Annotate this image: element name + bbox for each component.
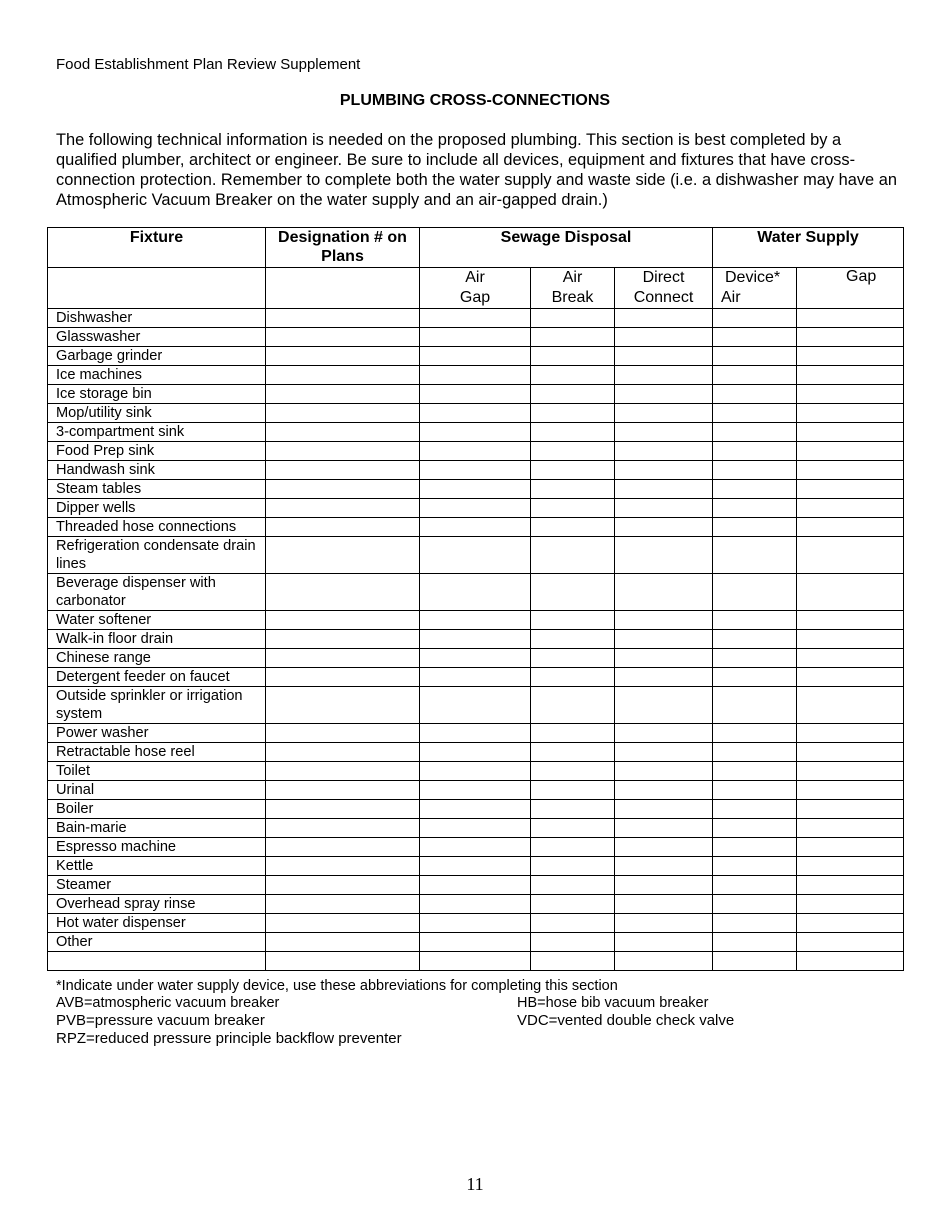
device-cell[interactable] <box>713 574 797 611</box>
device-label: Device* <box>725 269 781 286</box>
designation-cell[interactable] <box>266 385 420 404</box>
designation-cell[interactable] <box>266 630 420 649</box>
table-row <box>48 857 904 876</box>
device-cell[interactable] <box>713 762 797 781</box>
air-break-cell[interactable] <box>531 800 615 819</box>
direct-connect-cell[interactable] <box>615 404 713 423</box>
table-row <box>48 933 904 952</box>
air-gap-subheader: Air Gap <box>420 268 531 309</box>
device-cell[interactable] <box>713 687 797 724</box>
direct-connect-cell[interactable] <box>615 914 713 933</box>
water-air-gap-cell[interactable] <box>797 952 904 971</box>
fixture-cell: Urinal <box>48 781 266 800</box>
air-break-cell[interactable] <box>531 743 615 762</box>
designation-cell[interactable] <box>266 857 420 876</box>
direct-connect-cell[interactable] <box>615 895 713 914</box>
abbr-avb: AVB=atmospheric vacuum breaker <box>56 995 280 1011</box>
direct-connect-cell[interactable] <box>615 649 713 668</box>
device-cell[interactable] <box>713 857 797 876</box>
air-gap-cell[interactable] <box>420 649 531 668</box>
direct-connect-cell[interactable] <box>615 423 713 442</box>
fixture-cell: Handwash sink <box>48 461 266 480</box>
water-air-gap-cell[interactable] <box>797 611 904 630</box>
device-cell[interactable] <box>713 347 797 366</box>
fixture-cell: Boiler <box>48 800 266 819</box>
water-air-gap-cell[interactable] <box>797 347 904 366</box>
water-air-gap-cell[interactable] <box>797 743 904 762</box>
water-air-gap-cell[interactable] <box>797 800 904 819</box>
fixture-cell: Walk-in floor drain <box>48 630 266 649</box>
fixture-cell: Espresso machine <box>48 838 266 857</box>
designation-cell[interactable] <box>266 423 420 442</box>
air-gap-cell[interactable] <box>420 724 531 743</box>
table-row <box>48 499 904 518</box>
device-cell[interactable] <box>713 404 797 423</box>
table-row <box>48 385 904 404</box>
designation-cell[interactable] <box>266 838 420 857</box>
water-air-gap-cell[interactable] <box>797 630 904 649</box>
designation-cell[interactable] <box>266 762 420 781</box>
device-cell[interactable] <box>713 366 797 385</box>
table-row <box>48 328 904 347</box>
fixture-cell: Ice storage bin <box>48 385 266 404</box>
device-cell[interactable] <box>713 800 797 819</box>
table-row <box>48 537 904 574</box>
direct-connect-cell[interactable] <box>615 838 713 857</box>
air-break-cell[interactable] <box>531 537 615 574</box>
air-break-cell[interactable] <box>531 461 615 480</box>
direct-connect-cell[interactable] <box>615 687 713 724</box>
designation-cell[interactable] <box>266 933 420 952</box>
air-gap-cell[interactable] <box>420 668 531 687</box>
direct-connect-cell[interactable] <box>615 499 713 518</box>
designation-cell[interactable] <box>266 952 420 971</box>
device-cell[interactable] <box>713 499 797 518</box>
table-row <box>48 952 904 971</box>
air-gap-cell[interactable] <box>420 857 531 876</box>
direct-connect-cell[interactable] <box>615 630 713 649</box>
direct-connect-cell[interactable] <box>615 347 713 366</box>
direct-connect-cell[interactable] <box>615 537 713 574</box>
designation-cell[interactable] <box>266 518 420 537</box>
table-row <box>48 743 904 762</box>
direct-connect-cell[interactable] <box>615 857 713 876</box>
air-break-cell[interactable] <box>531 347 615 366</box>
device-cell[interactable] <box>713 461 797 480</box>
air-break-cell[interactable] <box>531 385 615 404</box>
table-row <box>48 876 904 895</box>
water-air-gap-cell[interactable] <box>797 838 904 857</box>
water-air-gap-cell[interactable] <box>797 876 904 895</box>
fixture-cell: Other <box>48 933 266 952</box>
fixture-cell: Bain-marie <box>48 819 266 838</box>
air-gap-cell[interactable] <box>420 499 531 518</box>
device-cell[interactable] <box>713 480 797 499</box>
sewage-disposal-header: Sewage Disposal <box>420 228 713 268</box>
fixture-cell: Dishwasher <box>48 309 266 328</box>
water-air-gap-cell[interactable] <box>797 366 904 385</box>
water-supply-header: Water Supply <box>713 228 904 268</box>
air-gap-cell[interactable] <box>420 423 531 442</box>
air-gap-cell[interactable] <box>420 309 531 328</box>
air-break-cell[interactable] <box>531 876 615 895</box>
direct-connect-cell[interactable] <box>615 668 713 687</box>
air-break-cell[interactable] <box>531 309 615 328</box>
fixture-cell: Food Prep sink <box>48 442 266 461</box>
air-break-cell[interactable] <box>531 574 615 611</box>
fixture-cell: Glasswasher <box>48 328 266 347</box>
device-cell[interactable] <box>713 914 797 933</box>
device-cell[interactable] <box>713 838 797 857</box>
device-cell[interactable] <box>713 781 797 800</box>
ws-air-label: Air <box>721 289 741 306</box>
designation-header: Designation # on Plans <box>266 228 420 268</box>
intro-paragraph: The following technical information is needed on the proposed plumbing. This section is best completed by a qualified plumber, architect or engineer. Be sure to include all devices, equipment and fixtures that have cross-connection protection. Remember to complete both the water supply and waste side (i.e. a dishwasher may have an Atmospheric Vacuum Breaker on the water supply and an air-gapped drain.) <box>56 131 897 209</box>
water-air-gap-cell[interactable] <box>797 857 904 876</box>
device-cell[interactable] <box>713 743 797 762</box>
fixture-cell: Outside sprinkler or irrigation system <box>48 687 266 724</box>
air-gap-cell[interactable] <box>420 781 531 800</box>
air-gap-cell[interactable] <box>420 404 531 423</box>
air-gap-cell[interactable] <box>420 347 531 366</box>
table-row <box>48 649 904 668</box>
air-gap-cell[interactable] <box>420 914 531 933</box>
table-row <box>48 461 904 480</box>
device-cell[interactable] <box>713 537 797 574</box>
abbr-rpz: RPZ=reduced pressure principle backflow preventer <box>56 1030 402 1047</box>
fixture-cell: Chinese range <box>48 649 266 668</box>
air-break-cell[interactable] <box>531 762 615 781</box>
fixture-cell <box>48 952 266 971</box>
direct-connect-cell[interactable] <box>615 743 713 762</box>
air-break-cell[interactable] <box>531 423 615 442</box>
direct-connect-cell[interactable] <box>615 461 713 480</box>
designation-cell[interactable] <box>266 499 420 518</box>
water-air-gap-cell[interactable] <box>797 914 904 933</box>
abbr-hb: HB=hose bib vacuum breaker <box>517 995 709 1011</box>
device-cell[interactable] <box>713 630 797 649</box>
fixture-cell: Refrigeration condensate drain lines <box>48 537 266 574</box>
air-break-cell[interactable] <box>531 611 615 630</box>
fixture-cell: Mop/utility sink <box>48 404 266 423</box>
direct-connect-cell[interactable] <box>615 385 713 404</box>
table-row <box>48 895 904 914</box>
table-row <box>48 574 904 611</box>
air-break-cell[interactable] <box>531 895 615 914</box>
table-row <box>48 518 904 537</box>
air-gap-cell[interactable] <box>420 819 531 838</box>
air-break-cell[interactable] <box>531 687 615 724</box>
air-gap-cell[interactable] <box>420 480 531 499</box>
fixture-cell: Water softener <box>48 611 266 630</box>
water-air-gap-cell[interactable] <box>797 328 904 347</box>
device-cell[interactable] <box>713 385 797 404</box>
fixture-cell: Retractable hose reel <box>48 743 266 762</box>
ws-gap-label: Gap <box>846 268 877 285</box>
table-row <box>48 914 904 933</box>
designation-cell[interactable] <box>266 442 420 461</box>
table-row <box>48 630 904 649</box>
water-device-subheader <box>713 268 797 309</box>
direct-connect-cell[interactable] <box>615 442 713 461</box>
water-air-gap-cell[interactable] <box>797 442 904 461</box>
air-break-cell[interactable] <box>531 857 615 876</box>
direct-connect-cell[interactable] <box>615 724 713 743</box>
fixture-subheader-empty <box>48 268 266 309</box>
water-air-gap-cell[interactable] <box>797 404 904 423</box>
fixture-cell: Ice machines <box>48 366 266 385</box>
table-row <box>48 404 904 423</box>
fixture-cell: Steam tables <box>48 480 266 499</box>
air-break-cell[interactable] <box>531 649 615 668</box>
direct-connect-cell[interactable] <box>615 366 713 385</box>
cross-connection-table <box>47 227 904 971</box>
air-gap-cell[interactable] <box>420 461 531 480</box>
designation-cell[interactable] <box>266 404 420 423</box>
table-row <box>48 724 904 743</box>
direct-connect-cell[interactable] <box>615 480 713 499</box>
table-row <box>48 611 904 630</box>
air-break-cell[interactable] <box>531 819 615 838</box>
designation-subheader-empty <box>266 268 420 309</box>
water-air-gap-cell[interactable] <box>797 385 904 404</box>
designation-cell[interactable] <box>266 895 420 914</box>
air-gap-cell[interactable] <box>420 328 531 347</box>
direct-connect-cell[interactable] <box>615 952 713 971</box>
air-gap-cell[interactable] <box>420 800 531 819</box>
table-row <box>48 366 904 385</box>
fixture-cell: Beverage dispenser with carbonator <box>48 574 266 611</box>
page-title: PLUMBING CROSS-CONNECTIONS <box>339 92 611 109</box>
direct-connect-cell[interactable] <box>615 800 713 819</box>
air-break-cell[interactable] <box>531 914 615 933</box>
device-cell[interactable] <box>713 611 797 630</box>
designation-cell[interactable] <box>266 668 420 687</box>
air-break-cell[interactable] <box>531 328 615 347</box>
water-air-gap-cell[interactable] <box>797 574 904 611</box>
air-break-cell[interactable] <box>531 838 615 857</box>
direct-connect-cell[interactable] <box>615 762 713 781</box>
air-break-cell[interactable] <box>531 668 615 687</box>
designation-cell[interactable] <box>266 328 420 347</box>
table-row <box>48 781 904 800</box>
fixture-cell: Toilet <box>48 762 266 781</box>
air-break-cell[interactable] <box>531 933 615 952</box>
direct-connect-cell[interactable] <box>615 876 713 895</box>
air-gap-cell[interactable] <box>420 933 531 952</box>
abbr-vdc: VDC=vented double check valve <box>517 1012 735 1029</box>
designation-cell[interactable] <box>266 724 420 743</box>
device-cell[interactable] <box>713 518 797 537</box>
fixture-cell: Dipper wells <box>48 499 266 518</box>
fixture-cell: Garbage grinder <box>48 347 266 366</box>
fixture-cell: 3-compartment sink <box>48 423 266 442</box>
water-air-gap-cell[interactable] <box>797 781 904 800</box>
abbr-pvb: PVB=pressure vacuum breaker <box>56 1012 265 1029</box>
air-gap-cell[interactable] <box>420 518 531 537</box>
designation-cell[interactable] <box>266 687 420 724</box>
footnote: *Indicate under water supply device, use these abbreviations for completing this section <box>56 978 618 994</box>
table-row <box>48 423 904 442</box>
document-header: Food Establishment Plan Review Supplement <box>56 56 361 73</box>
air-gap-cell[interactable] <box>420 385 531 404</box>
water-air-gap-cell[interactable] <box>797 518 904 537</box>
device-cell[interactable] <box>713 328 797 347</box>
page-number: 11 <box>466 1174 484 1194</box>
water-air-gap-cell[interactable] <box>797 461 904 480</box>
table-row <box>48 800 904 819</box>
direct-connect-cell[interactable] <box>615 933 713 952</box>
water-air-gap-cell[interactable] <box>797 687 904 724</box>
designation-cell[interactable] <box>266 876 420 895</box>
table-row <box>48 687 904 724</box>
air-break-cell[interactable] <box>531 518 615 537</box>
air-gap-cell[interactable] <box>420 630 531 649</box>
designation-cell[interactable] <box>266 649 420 668</box>
air-gap-cell[interactable] <box>420 952 531 971</box>
device-cell[interactable] <box>713 309 797 328</box>
device-cell[interactable] <box>713 442 797 461</box>
direct-connect-cell[interactable] <box>615 574 713 611</box>
designation-cell[interactable] <box>266 574 420 611</box>
air-gap-cell[interactable] <box>420 574 531 611</box>
water-air-gap-cell[interactable] <box>797 537 904 574</box>
air-gap-cell[interactable] <box>420 743 531 762</box>
device-cell[interactable] <box>713 649 797 668</box>
table-row <box>48 819 904 838</box>
designation-cell[interactable] <box>266 781 420 800</box>
direct-connect-cell[interactable] <box>615 781 713 800</box>
direct-connect-cell[interactable] <box>615 518 713 537</box>
designation-cell[interactable] <box>266 743 420 762</box>
designation-cell[interactable] <box>266 366 420 385</box>
air-break-cell[interactable] <box>531 404 615 423</box>
air-break-cell[interactable] <box>531 442 615 461</box>
fixture-cell: Steamer <box>48 876 266 895</box>
designation-cell[interactable] <box>266 611 420 630</box>
fixture-cell: Power washer <box>48 724 266 743</box>
water-air-gap-cell[interactable] <box>797 895 904 914</box>
water-air-gap-cell[interactable] <box>797 480 904 499</box>
air-break-cell[interactable] <box>531 724 615 743</box>
air-gap-cell[interactable] <box>420 876 531 895</box>
air-break-cell[interactable] <box>531 781 615 800</box>
direct-connect-subheader: Direct Connect <box>615 268 713 309</box>
designation-cell[interactable] <box>266 914 420 933</box>
air-gap-cell[interactable] <box>420 442 531 461</box>
direct-connect-cell[interactable] <box>615 819 713 838</box>
water-air-gap-cell[interactable] <box>797 762 904 781</box>
device-cell[interactable] <box>713 876 797 895</box>
air-gap-cell[interactable] <box>420 687 531 724</box>
designation-cell[interactable] <box>266 347 420 366</box>
table-row <box>48 668 904 687</box>
fixture-cell: Kettle <box>48 857 266 876</box>
water-air-gap-cell[interactable] <box>797 649 904 668</box>
air-gap-cell[interactable] <box>420 895 531 914</box>
device-cell[interactable] <box>713 423 797 442</box>
table-row <box>48 309 904 328</box>
air-gap-cell[interactable] <box>420 366 531 385</box>
air-break-cell[interactable] <box>531 366 615 385</box>
water-air-gap-cell[interactable] <box>797 499 904 518</box>
water-air-gap-cell[interactable] <box>797 668 904 687</box>
air-gap-cell[interactable] <box>420 611 531 630</box>
water-air-gap-cell[interactable] <box>797 819 904 838</box>
device-cell[interactable] <box>713 819 797 838</box>
device-cell[interactable] <box>713 933 797 952</box>
table-row <box>48 762 904 781</box>
air-break-cell[interactable] <box>531 480 615 499</box>
device-cell[interactable] <box>713 952 797 971</box>
water-air-gap-cell[interactable] <box>797 309 904 328</box>
device-cell[interactable] <box>713 668 797 687</box>
direct-connect-cell[interactable] <box>615 611 713 630</box>
direct-connect-cell[interactable] <box>615 328 713 347</box>
water-air-gap-cell[interactable] <box>797 933 904 952</box>
table-row <box>48 838 904 857</box>
air-gap-cell[interactable] <box>420 838 531 857</box>
direct-connect-cell[interactable] <box>615 309 713 328</box>
fixture-cell: Hot water dispenser <box>48 914 266 933</box>
table-row <box>48 442 904 461</box>
air-break-subheader: Air Break <box>531 268 615 309</box>
air-break-cell[interactable] <box>531 630 615 649</box>
air-break-cell[interactable] <box>531 499 615 518</box>
designation-cell[interactable] <box>266 800 420 819</box>
device-cell[interactable] <box>713 724 797 743</box>
air-break-cell[interactable] <box>531 952 615 971</box>
designation-cell[interactable] <box>266 537 420 574</box>
water-air-gap-cell[interactable] <box>797 724 904 743</box>
designation-cell[interactable] <box>266 309 420 328</box>
device-cell[interactable] <box>713 895 797 914</box>
table-row <box>48 480 904 499</box>
air-gap-cell[interactable] <box>420 762 531 781</box>
fixture-header: Fixture <box>48 228 266 268</box>
fixture-cell: Detergent feeder on faucet <box>48 668 266 687</box>
fixture-cell: Overhead spray rinse <box>48 895 266 914</box>
designation-cell[interactable] <box>266 461 420 480</box>
air-gap-cell[interactable] <box>420 537 531 574</box>
designation-cell[interactable] <box>266 819 420 838</box>
table-row <box>48 347 904 366</box>
water-air-gap-cell[interactable] <box>797 423 904 442</box>
designation-cell[interactable] <box>266 480 420 499</box>
fixture-cell: Threaded hose connections <box>48 518 266 537</box>
